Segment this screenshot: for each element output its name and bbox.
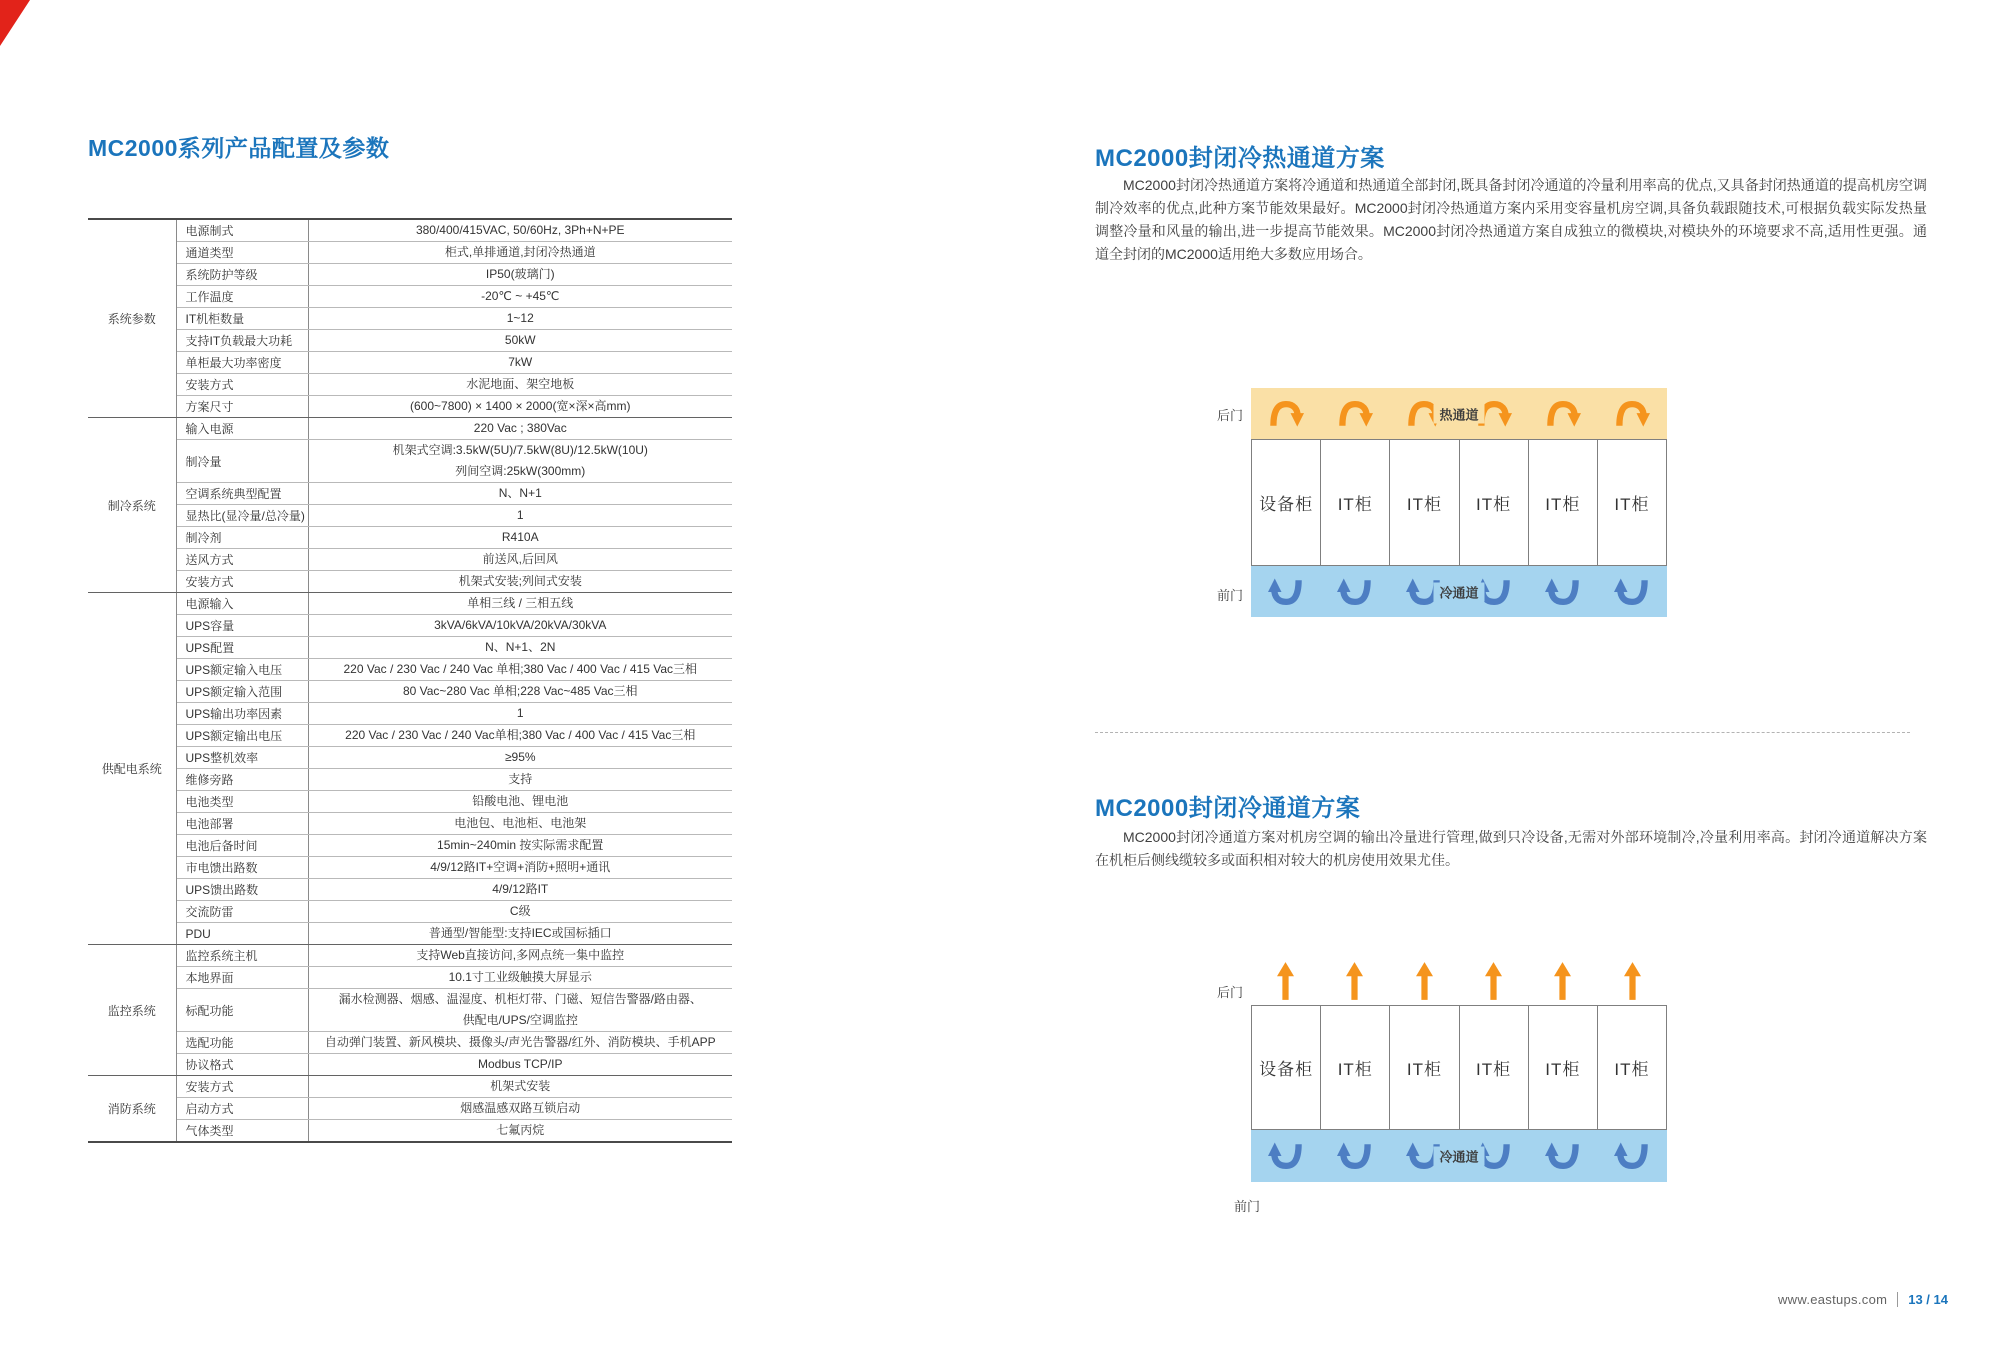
table-value-cell: 4/9/12路IT+空调+消防+照明+通讯 <box>308 857 732 879</box>
cabinet-cell: IT柜 <box>1597 1005 1667 1130</box>
table-row <box>88 286 732 308</box>
spec-table <box>88 218 732 1143</box>
cold-aisle-label: 冷通道 <box>1433 1147 1484 1166</box>
table-row <box>88 264 732 286</box>
spec-table-wrap <box>88 218 732 1143</box>
table-row <box>88 791 732 813</box>
table-row <box>88 703 732 725</box>
cold-air-arrow-icon <box>1268 577 1304 607</box>
table-label-cell: 安装方式 <box>176 1076 308 1098</box>
table-label-cell: 电池部署 <box>176 813 308 835</box>
table-value-cell: 380/400/415VAC, 50/60Hz, 3Ph+N+PE <box>308 219 732 242</box>
cold-aisle-diagram <box>1150 958 1690 1218</box>
table-value-cell: 烟感温感双路互锁启动 <box>308 1098 732 1120</box>
table-label-cell: UPS容量 <box>176 615 308 637</box>
section1-paragraph: MC2000封闭冷热通道方案将冷通道和热通道全部封闭,既具备封闭冷通道的冷量利用率高的优点,又具备封闭热通道的提高机房空调制冷效率的优点,此种方案节能效果最好。MC2000封闭冷热通道方案内采用变容量机房空调,具备负载跟随技术,可根据负载实际发热量调整冷量和风量的输出,进一步提高节能效果。MC2000封闭冷热通道方案自成独立的微模块,对模块外的环境要求不高,适用性更强。通道全封闭的MC2000适用绝大多数应用场合。 <box>1095 177 1927 262</box>
hot-exhaust-up-arrow-icon <box>1485 962 1502 1000</box>
table-row <box>88 571 732 593</box>
table-label-cell: UPS馈出路数 <box>176 879 308 901</box>
table-label-cell: 系统防护等级 <box>176 264 308 286</box>
table-row <box>88 219 732 242</box>
cabinet-cell: IT柜 <box>1528 1005 1598 1130</box>
table-value-cell: 4/9/12路IT <box>308 879 732 901</box>
table-value-cell: -20℃ ~ +45℃ <box>308 286 732 308</box>
table-label-cell: UPS输出功率因素 <box>176 703 308 725</box>
table-row <box>88 1120 732 1143</box>
table-label-cell: PDU <box>176 923 308 945</box>
cold-aisle-label: 冷通道 <box>1433 582 1484 601</box>
table-label-cell: UPS额定输入范围 <box>176 681 308 703</box>
table-label-cell: 气体类型 <box>176 1120 308 1143</box>
cabinet-cell: IT柜 <box>1459 439 1529 566</box>
cold-air-arrow-icon <box>1268 1141 1304 1171</box>
table-row <box>88 308 732 330</box>
table-value-cell: N、N+1 <box>308 483 732 505</box>
table-row <box>88 483 732 505</box>
table-label-cell: UPS额定输入电压 <box>176 659 308 681</box>
table-row <box>88 901 732 923</box>
table-value-cell: 50kW <box>308 330 732 352</box>
table-value-cell: 10.1寸工业级触摸大屏显示 <box>308 967 732 989</box>
hot-air-arrow-icon <box>1545 399 1581 429</box>
cabinet-row <box>1251 439 1667 566</box>
table-row <box>88 440 732 483</box>
cabinet-cell: IT柜 <box>1459 1005 1529 1130</box>
table-value-cell: 1~12 <box>308 308 732 330</box>
table-label-cell: 安装方式 <box>176 374 308 396</box>
table-value-cell: 3kVA/6kVA/10kVA/20kVA/30kVA <box>308 615 732 637</box>
table-label-cell: UPS配置 <box>176 637 308 659</box>
table-category-cell: 消防系统 <box>88 1076 176 1143</box>
table-row <box>88 725 732 747</box>
table-row <box>88 1076 732 1098</box>
table-value-cell: 1 <box>308 703 732 725</box>
front-door-label: 前门 <box>1216 588 1243 603</box>
table-label-cell: 方案尺寸 <box>176 396 308 418</box>
table-value-cell: 80 Vac~280 Vac 单相;228 Vac~485 Vac三相 <box>308 681 732 703</box>
section2-paragraph: MC2000封闭冷通道方案对机房空调的输出冷量进行管理,做到只冷设备,无需对外部环境制冷,冷量利用率高。封闭冷通道解决方案在机柜后侧线缆较多或面积相对较大的机房使用效果尤佳。 <box>1095 829 1927 868</box>
table-value-cell: 机架式空调:3.5kW(5U)/7.5kW(8U)/12.5kW(10U) 列间空调:25kW(300mm) <box>308 440 732 483</box>
table-value-cell: 220 Vac / 230 Vac / 240 Vac单相;380 Vac / 400 Vac / 415 Vac三相 <box>308 725 732 747</box>
table-label-cell: 单柜最大功率密度 <box>176 352 308 374</box>
table-value-cell: 七氟丙烷 <box>308 1120 732 1143</box>
table-category-cell: 制冷系统 <box>88 418 176 593</box>
table-row <box>88 1054 732 1076</box>
hot-aisle-band <box>1251 388 1667 439</box>
table-row <box>88 549 732 571</box>
table-category-cell: 系统参数 <box>88 219 176 418</box>
hot-cold-aisle-diagram <box>1150 388 1690 620</box>
table-row <box>88 835 732 857</box>
table-value-cell: 7kW <box>308 352 732 374</box>
table-label-cell: 支持IT负载最大功耗 <box>176 330 308 352</box>
table-value-cell: R410A <box>308 527 732 549</box>
table-row <box>88 923 732 945</box>
hot-exhaust-up-arrow-icon <box>1416 962 1433 1000</box>
table-value-cell: 普通型/智能型:支持IEC或国标插口 <box>308 923 732 945</box>
cabinet-cell: IT柜 <box>1320 1005 1390 1130</box>
table-row <box>88 374 732 396</box>
table-label-cell: 送风方式 <box>176 549 308 571</box>
hot-aisle-label: 热通道 <box>1433 404 1484 423</box>
page-footer <box>1778 1292 1948 1307</box>
table-value-cell: 220 Vac ; 380Vac <box>308 418 732 440</box>
table-value-cell: 铅酸电池、锂电池 <box>308 791 732 813</box>
table-value-cell: 水泥地面、架空地板 <box>308 374 732 396</box>
table-row <box>88 615 732 637</box>
hot-air-arrow-icon <box>1268 399 1304 429</box>
cabinet-cell: IT柜 <box>1389 439 1459 566</box>
table-label-cell: 启动方式 <box>176 1098 308 1120</box>
table-label-cell: 本地界面 <box>176 967 308 989</box>
cold-air-arrow-icon <box>1337 1141 1373 1171</box>
hot-exhaust-up-arrow-icon <box>1554 962 1571 1000</box>
section2-title: MC2000封闭冷通道方案 <box>1095 795 1361 822</box>
table-value-cell: C级 <box>308 901 732 923</box>
hot-air-arrow-icon <box>1337 399 1373 429</box>
table-row <box>88 418 732 440</box>
table-row <box>88 659 732 681</box>
table-row <box>88 242 732 264</box>
table-row <box>88 1032 732 1054</box>
table-row <box>88 681 732 703</box>
table-label-cell: 工作温度 <box>176 286 308 308</box>
table-label-cell: 电源制式 <box>176 219 308 242</box>
hot-exhaust-up-arrow-icon <box>1277 962 1294 1000</box>
table-label-cell: 协议格式 <box>176 1054 308 1076</box>
footer-divider <box>1897 1292 1898 1307</box>
cabinet-cell: 设备柜 <box>1251 439 1321 566</box>
table-value-cell: 支持Web直接访问,多网点统一集中监控 <box>308 945 732 967</box>
cabinet-cell: 设备柜 <box>1251 1005 1321 1130</box>
table-label-cell: 监控系统主机 <box>176 945 308 967</box>
table-row <box>88 593 732 615</box>
table-category-cell: 监控系统 <box>88 945 176 1076</box>
table-row <box>88 1098 732 1120</box>
table-value-cell: 自动弹门装置、新风模块、摄像头/声光告警器/红外、消防模块、手机APP <box>308 1032 732 1054</box>
table-value-cell: (600~7800) × 1400 × 2000(宽×深×高mm) <box>308 396 732 418</box>
table-category-cell: 供配电系统 <box>88 593 176 945</box>
table-label-cell: 空调系统典型配置 <box>176 483 308 505</box>
table-value-cell: 漏水检测器、烟感、温湿度、机柜灯带、门磁、短信告警器/路由器、 供配电/UPS/空调监控 <box>308 989 732 1032</box>
table-value-cell: IP50(玻璃门) <box>308 264 732 286</box>
table-value-cell: 电池包、电池柜、电池架 <box>308 813 732 835</box>
hot-exhaust-up-arrow-icon <box>1346 962 1363 1000</box>
cold-air-arrow-icon <box>1545 1141 1581 1171</box>
section1-title: MC2000封闭冷热通道方案 <box>1095 145 1385 172</box>
table-row <box>88 330 732 352</box>
table-value-cell: 单相三线 / 三相五线 <box>308 593 732 615</box>
cold-air-arrow-icon <box>1545 577 1581 607</box>
table-value-cell: 15min~240min 按实际需求配置 <box>308 835 732 857</box>
back-door-label: 后门 <box>1216 408 1243 423</box>
table-row <box>88 352 732 374</box>
table-row <box>88 637 732 659</box>
table-label-cell: 交流防雷 <box>176 901 308 923</box>
table-label-cell: IT机柜数量 <box>176 308 308 330</box>
website-link[interactable]: www.eastups.com <box>1777 1292 1888 1307</box>
hot-exhaust-up-arrow-icon <box>1624 962 1641 1000</box>
cabinet-cell: IT柜 <box>1320 439 1390 566</box>
cold-aisle-band <box>1251 1130 1667 1182</box>
table-row <box>88 967 732 989</box>
cabinet-row <box>1251 1005 1667 1130</box>
left-page-title: MC2000系列产品配置及参数 <box>88 135 390 161</box>
table-row <box>88 747 732 769</box>
cold-air-arrow-icon <box>1337 577 1373 607</box>
table-label-cell: 选配功能 <box>176 1032 308 1054</box>
cold-air-arrow-icon <box>1614 1141 1650 1171</box>
table-label-cell: 电源输入 <box>176 593 308 615</box>
hot-air-arrow-icon <box>1614 399 1650 429</box>
spec-table-body <box>88 219 732 1142</box>
table-row <box>88 857 732 879</box>
table-value-cell: N、N+1、2N <box>308 637 732 659</box>
table-row <box>88 989 732 1032</box>
table-label-cell: 制冷量 <box>176 440 308 483</box>
table-value-cell: ≥95% <box>308 747 732 769</box>
table-row <box>88 505 732 527</box>
section-divider <box>1095 732 1910 733</box>
table-row <box>88 396 732 418</box>
page-corner-mark <box>0 0 30 46</box>
table-value-cell: 1 <box>308 505 732 527</box>
table-label-cell: 标配功能 <box>176 989 308 1032</box>
cabinet-cell: IT柜 <box>1389 1005 1459 1130</box>
table-label-cell: UPS额定输出电压 <box>176 725 308 747</box>
table-label-cell: UPS整机效率 <box>176 747 308 769</box>
table-value-cell: 前送风,后回风 <box>308 549 732 571</box>
cabinet-cell: IT柜 <box>1528 439 1598 566</box>
exhaust-arrow-row <box>1251 958 1667 1000</box>
table-label-cell: 输入电源 <box>176 418 308 440</box>
cold-air-arrow-icon <box>1614 577 1650 607</box>
table-row <box>88 769 732 791</box>
table-row <box>88 945 732 967</box>
back-door-label: 后门 <box>1216 985 1243 1000</box>
table-label-cell: 电池类型 <box>176 791 308 813</box>
table-value-cell: 机架式安装;列间式安装 <box>308 571 732 593</box>
cold-aisle-band <box>1251 566 1667 617</box>
page-number: 13 / 14 <box>1908 1292 1948 1307</box>
table-label-cell: 市电馈出路数 <box>176 857 308 879</box>
cabinet-cell: IT柜 <box>1597 439 1667 566</box>
front-door-label: 前门 <box>1233 1199 1260 1214</box>
table-value-cell: Modbus TCP/IP <box>308 1054 732 1076</box>
table-value-cell: 柜式,单排通道,封闭冷热通道 <box>308 242 732 264</box>
table-label-cell: 显热比(显冷量/总冷量) <box>176 505 308 527</box>
table-value-cell: 220 Vac / 230 Vac / 240 Vac 单相;380 Vac / 400 Vac / 415 Vac三相 <box>308 659 732 681</box>
table-value-cell: 支持 <box>308 769 732 791</box>
table-row <box>88 527 732 549</box>
table-row <box>88 813 732 835</box>
table-label-cell: 制冷剂 <box>176 527 308 549</box>
table-row <box>88 879 732 901</box>
table-label-cell: 通道类型 <box>176 242 308 264</box>
table-label-cell: 安装方式 <box>176 571 308 593</box>
table-label-cell: 电池后备时间 <box>176 835 308 857</box>
table-label-cell: 维修旁路 <box>176 769 308 791</box>
table-value-cell: 机架式安装 <box>308 1076 732 1098</box>
